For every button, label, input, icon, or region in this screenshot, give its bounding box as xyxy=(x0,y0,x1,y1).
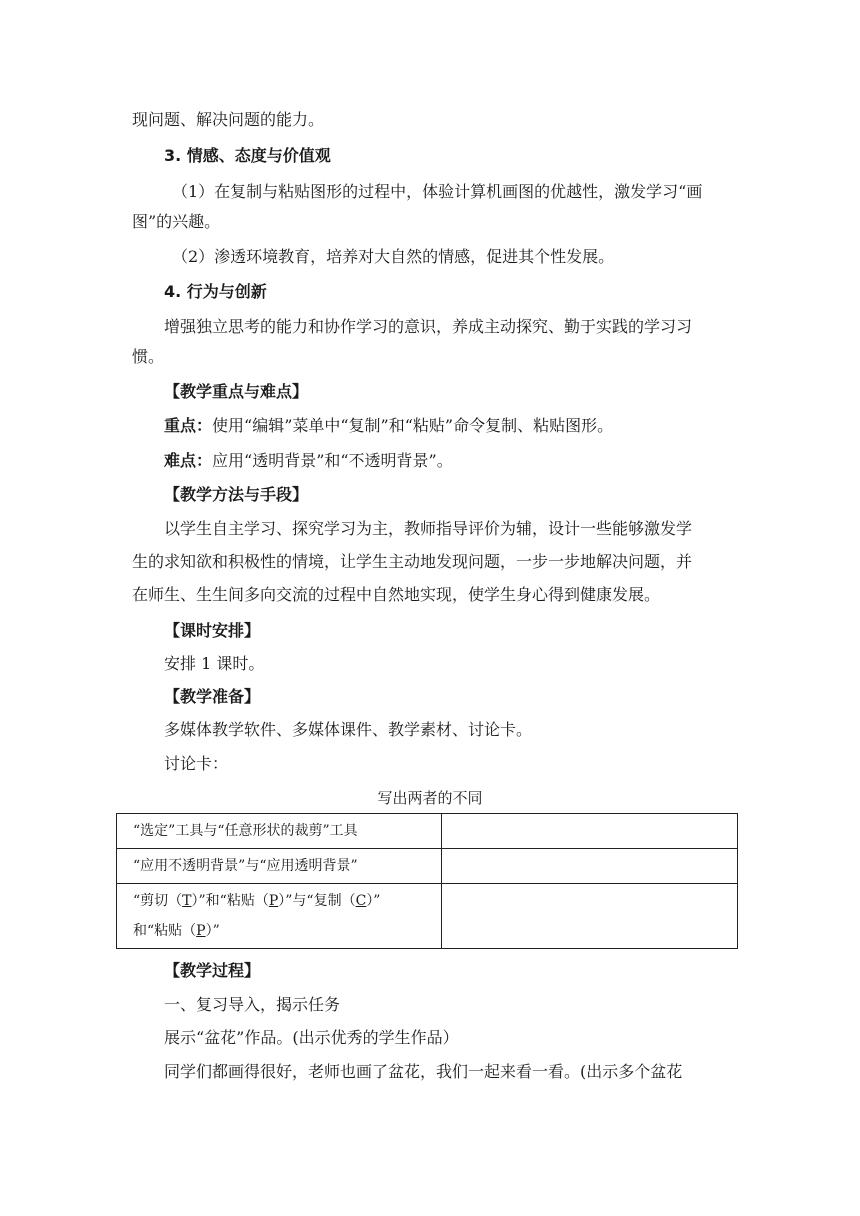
discussion-card-table xyxy=(116,813,738,949)
paragraph-line: 讨论卡： xyxy=(164,754,229,773)
paragraph-line: （2）渗透环境教育，培养对大自然的情感，促进其个性发展。 xyxy=(172,247,615,266)
key-point-line xyxy=(164,416,764,436)
cell-line xyxy=(133,921,441,941)
paragraph-line: （1）在复制与粘贴图形的过程中，体验计算机画图的优越性，激发学习“画 xyxy=(172,182,703,201)
table-cell xyxy=(117,884,442,949)
cell-text: ）”与“复制（ xyxy=(278,893,356,909)
table-cell: “选定”工具与“任意形状的裁剪”工具 xyxy=(117,814,442,849)
key-point-label: 重点： xyxy=(164,416,213,435)
cell-text: ）”和“粘贴（ xyxy=(191,893,269,909)
key-point-text: 使用“编辑”菜单中“复制”和“粘贴”命令复制、粘贴图形。 xyxy=(212,416,614,435)
paragraph-line: 在师生、生生间多向交流的过程中自然地实现，使学生身心得到健康发展。 xyxy=(132,585,661,604)
section-heading: 4. 行为与创新 xyxy=(164,282,267,301)
shortcut-key: C xyxy=(355,893,367,909)
difficulty-text: 应用“透明背景”和“不透明背景”。 xyxy=(212,451,453,470)
shortcut-key: P xyxy=(196,923,206,939)
paragraph-line: 多媒体教学软件、多媒体课件、教学素材、讨论卡。 xyxy=(164,720,533,739)
table-cell: “应用不透明背景”与“应用透明背景” xyxy=(117,849,442,884)
section-heading: 【教学过程】 xyxy=(164,961,261,980)
paragraph-line: 图”的兴趣。 xyxy=(132,212,221,231)
shortcut-key: P xyxy=(268,893,279,909)
cell-line xyxy=(133,891,441,911)
paragraph-line: 生的求知欲和积极性的情境，让学生主动地发现问题，一步一步地解决问题，并 xyxy=(132,552,693,571)
table-row xyxy=(117,884,738,949)
cell-text: “剪切（ xyxy=(133,893,183,909)
section-heading: 3. 情感、态度与价值观 xyxy=(164,146,331,165)
section-heading: 【课时安排】 xyxy=(164,621,261,640)
section-heading: 【教学方法与手段】 xyxy=(164,485,309,504)
answer-cell xyxy=(442,884,738,949)
difficulty-line xyxy=(164,451,764,471)
difficulty-label: 难点： xyxy=(164,451,213,470)
paragraph-line: 惯。 xyxy=(132,347,165,366)
cell-text: 和“粘贴（ xyxy=(133,923,197,939)
section-heading: 【教学重点与难点】 xyxy=(164,382,309,401)
table-row xyxy=(117,814,738,849)
cell-text: ）” xyxy=(205,923,220,939)
paragraph-line: 增强独立思考的能力和协作学习的意识，养成主动探究、勤于实践的学习习 xyxy=(164,317,693,336)
shortcut-key: T xyxy=(182,893,192,909)
table-caption: 写出两者的不同 xyxy=(377,789,483,807)
table-row xyxy=(117,849,738,884)
paragraph-line: 展示“盆花”作品。(出示优秀的学生作品） xyxy=(164,1028,459,1047)
cell-text: ）” xyxy=(366,893,381,909)
answer-cell xyxy=(442,849,738,884)
paragraph-line: 以学生自主学习、探究学习为主，教师指导评价为辅，设计一些能够激发学 xyxy=(164,519,693,538)
section-heading: 【教学准备】 xyxy=(164,687,261,706)
paragraph-line: 现问题、解决问题的能力。 xyxy=(132,110,325,129)
paragraph-line: 一、复习导入，揭示任务 xyxy=(164,995,341,1014)
paragraph-line: 同学们都画得很好，老师也画了盆花，我们一起来看一看。(出示多个盆花 xyxy=(164,1062,683,1081)
answer-cell xyxy=(442,814,738,849)
paragraph-line: 安排 1 课时。 xyxy=(164,654,265,673)
